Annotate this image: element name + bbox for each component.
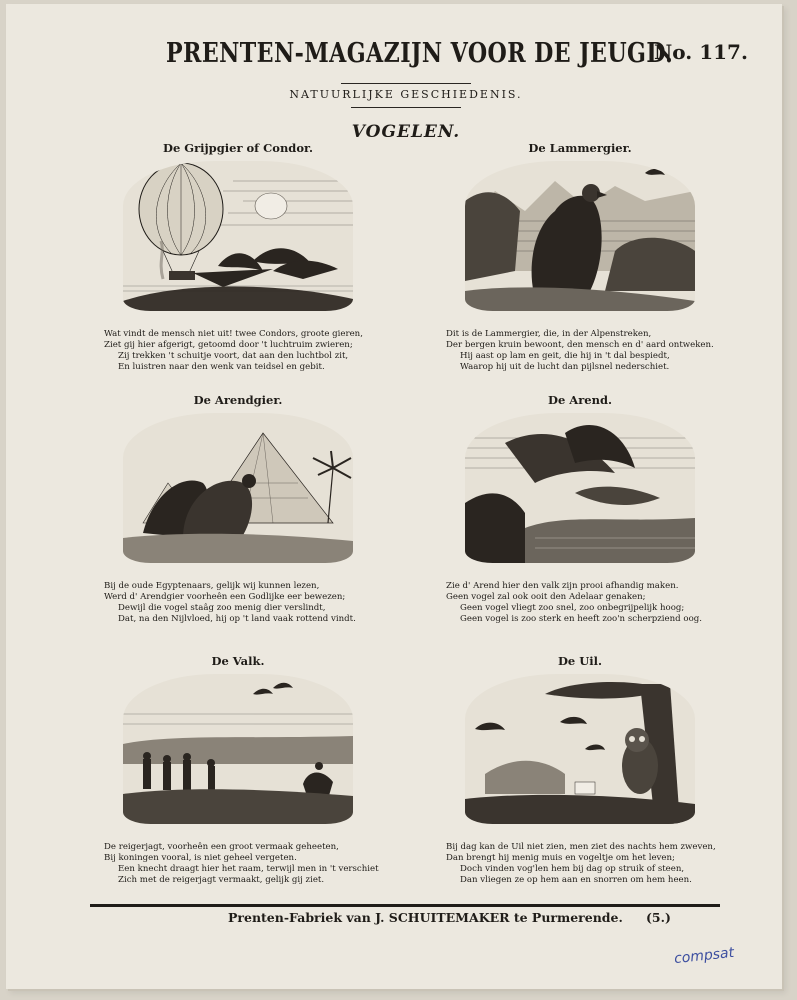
verse-line: Zich met de reigerjagt vermaakt, gelijk gij ziet. xyxy=(118,875,325,885)
condor-engraving xyxy=(123,161,353,311)
plate-caption: De Valk. xyxy=(211,654,265,668)
publisher-line: Prenten-Fabriek van J. SCHUITEMAKER te Purmerende. xyxy=(228,910,623,925)
plate-verse xyxy=(98,581,378,625)
handwritten-note: compsat xyxy=(673,944,735,968)
plate-verse xyxy=(440,329,720,373)
plate-valk xyxy=(98,654,378,886)
valk-engraving xyxy=(123,674,353,824)
title-divider xyxy=(341,83,471,84)
plate-caption: De Arend. xyxy=(548,393,612,407)
subtitle: NATUURLIJKE GESCHIEDENIS. xyxy=(289,88,523,101)
uil-engraving xyxy=(465,674,695,824)
verse-line: Werd d' Arendgier voorheên een Godlijke eer bewezen; xyxy=(104,592,346,602)
verse-line: Een knecht draagt hier het raam, terwijl men in 't verschiet xyxy=(118,864,379,874)
verse-line: Dan brengt hij menig muis en vogeltje om het leven; xyxy=(446,853,675,863)
verse-line: Der bergen kruin bewoont, den mensch en d' aard ontweken. xyxy=(446,340,714,350)
verse-line: Dan vliegen ze op hem aan en snorren om hem heen. xyxy=(460,875,692,885)
plate-caption: De Lammergier. xyxy=(528,141,632,155)
subtitle-divider xyxy=(351,107,461,108)
issue-number: No. 117. xyxy=(654,40,748,64)
verse-line: Geen vogel vliegt zoo snel, zoo onbegrijpelijk hoog; xyxy=(460,603,685,613)
plate-uil xyxy=(440,654,720,886)
verse-line: Wat vindt de mensch niet uit! twee Condors, groote gieren, xyxy=(104,329,363,339)
page-title: PRENTEN-MAGAZIJN VOOR DE JEUGD. xyxy=(166,38,674,69)
print-sheet xyxy=(6,4,782,989)
footer-rule xyxy=(90,904,720,907)
plate-arendgier xyxy=(98,393,378,625)
plate-verse xyxy=(440,581,720,625)
plate-verse xyxy=(98,842,378,886)
verse-line: Ziet gij hier afgerigt, getoomd door 't luchtruim zwieren; xyxy=(104,340,353,350)
plate-caption: De Grijpgier of Condor. xyxy=(162,141,314,155)
verse-line: Dewijl die vogel staâg zoo menig dier verslindt, xyxy=(118,603,326,613)
arendgier-engraving xyxy=(123,413,353,563)
verse-line: Bij koningen vooral, is niet geheel vergeten. xyxy=(104,853,297,863)
plate-caption: De Uil. xyxy=(557,654,603,668)
plate-caption: De Arendgier. xyxy=(193,393,283,407)
lammergier-engraving xyxy=(465,161,695,311)
section-heading: VOGELEN. xyxy=(351,122,461,142)
plate-verse xyxy=(98,329,378,373)
verse-line: Dit is de Lammergier, die, in der Alpenstreken, xyxy=(446,329,652,339)
verse-line: Doch vinden vog'len hem bij dag op struik of steen, xyxy=(460,864,685,874)
verse-line: Geen vogel zal ook ooit den Adelaar genaken; xyxy=(446,592,646,602)
verse-line: Bij de oude Egyptenaars, gelijk wij kunnen lezen, xyxy=(104,581,320,591)
verse-line: En luistren naar den wenk van teidsel en gebit. xyxy=(118,362,325,372)
plate-condor xyxy=(98,141,378,373)
verse-line: Waarop hij uit de lucht dan pijlsnel nederschiet. xyxy=(460,362,670,372)
verse-line: De reigerjagt, voorheên een groot vermaak geheeten, xyxy=(104,842,339,852)
plate-verse xyxy=(440,842,720,886)
verse-line: Zij trekken 't schuitje voort, dat aan den luchtbol zit, xyxy=(118,351,349,361)
verse-line: Bij dag kan de Uil niet zien, men ziet des nachts hem zweven, xyxy=(446,842,716,852)
verse-line: Geen vogel is zoo sterk en heeft zoo'n scherpziend oog. xyxy=(460,614,702,624)
verse-line: Hij aast op lam en geit, die hij in 't dal bespiedt, xyxy=(460,351,670,361)
plate-lammergier xyxy=(440,141,720,373)
verse-line: Zie d' Arend hier den valk zijn prooi afhandig maken. xyxy=(446,581,679,591)
verse-line: Dat, na den Nijlvloed, hij op 't land vaak rottend vindt. xyxy=(118,614,356,624)
plate-arend xyxy=(440,393,720,625)
sheet-number: (5.) xyxy=(646,910,671,925)
arend-engraving xyxy=(465,413,695,563)
